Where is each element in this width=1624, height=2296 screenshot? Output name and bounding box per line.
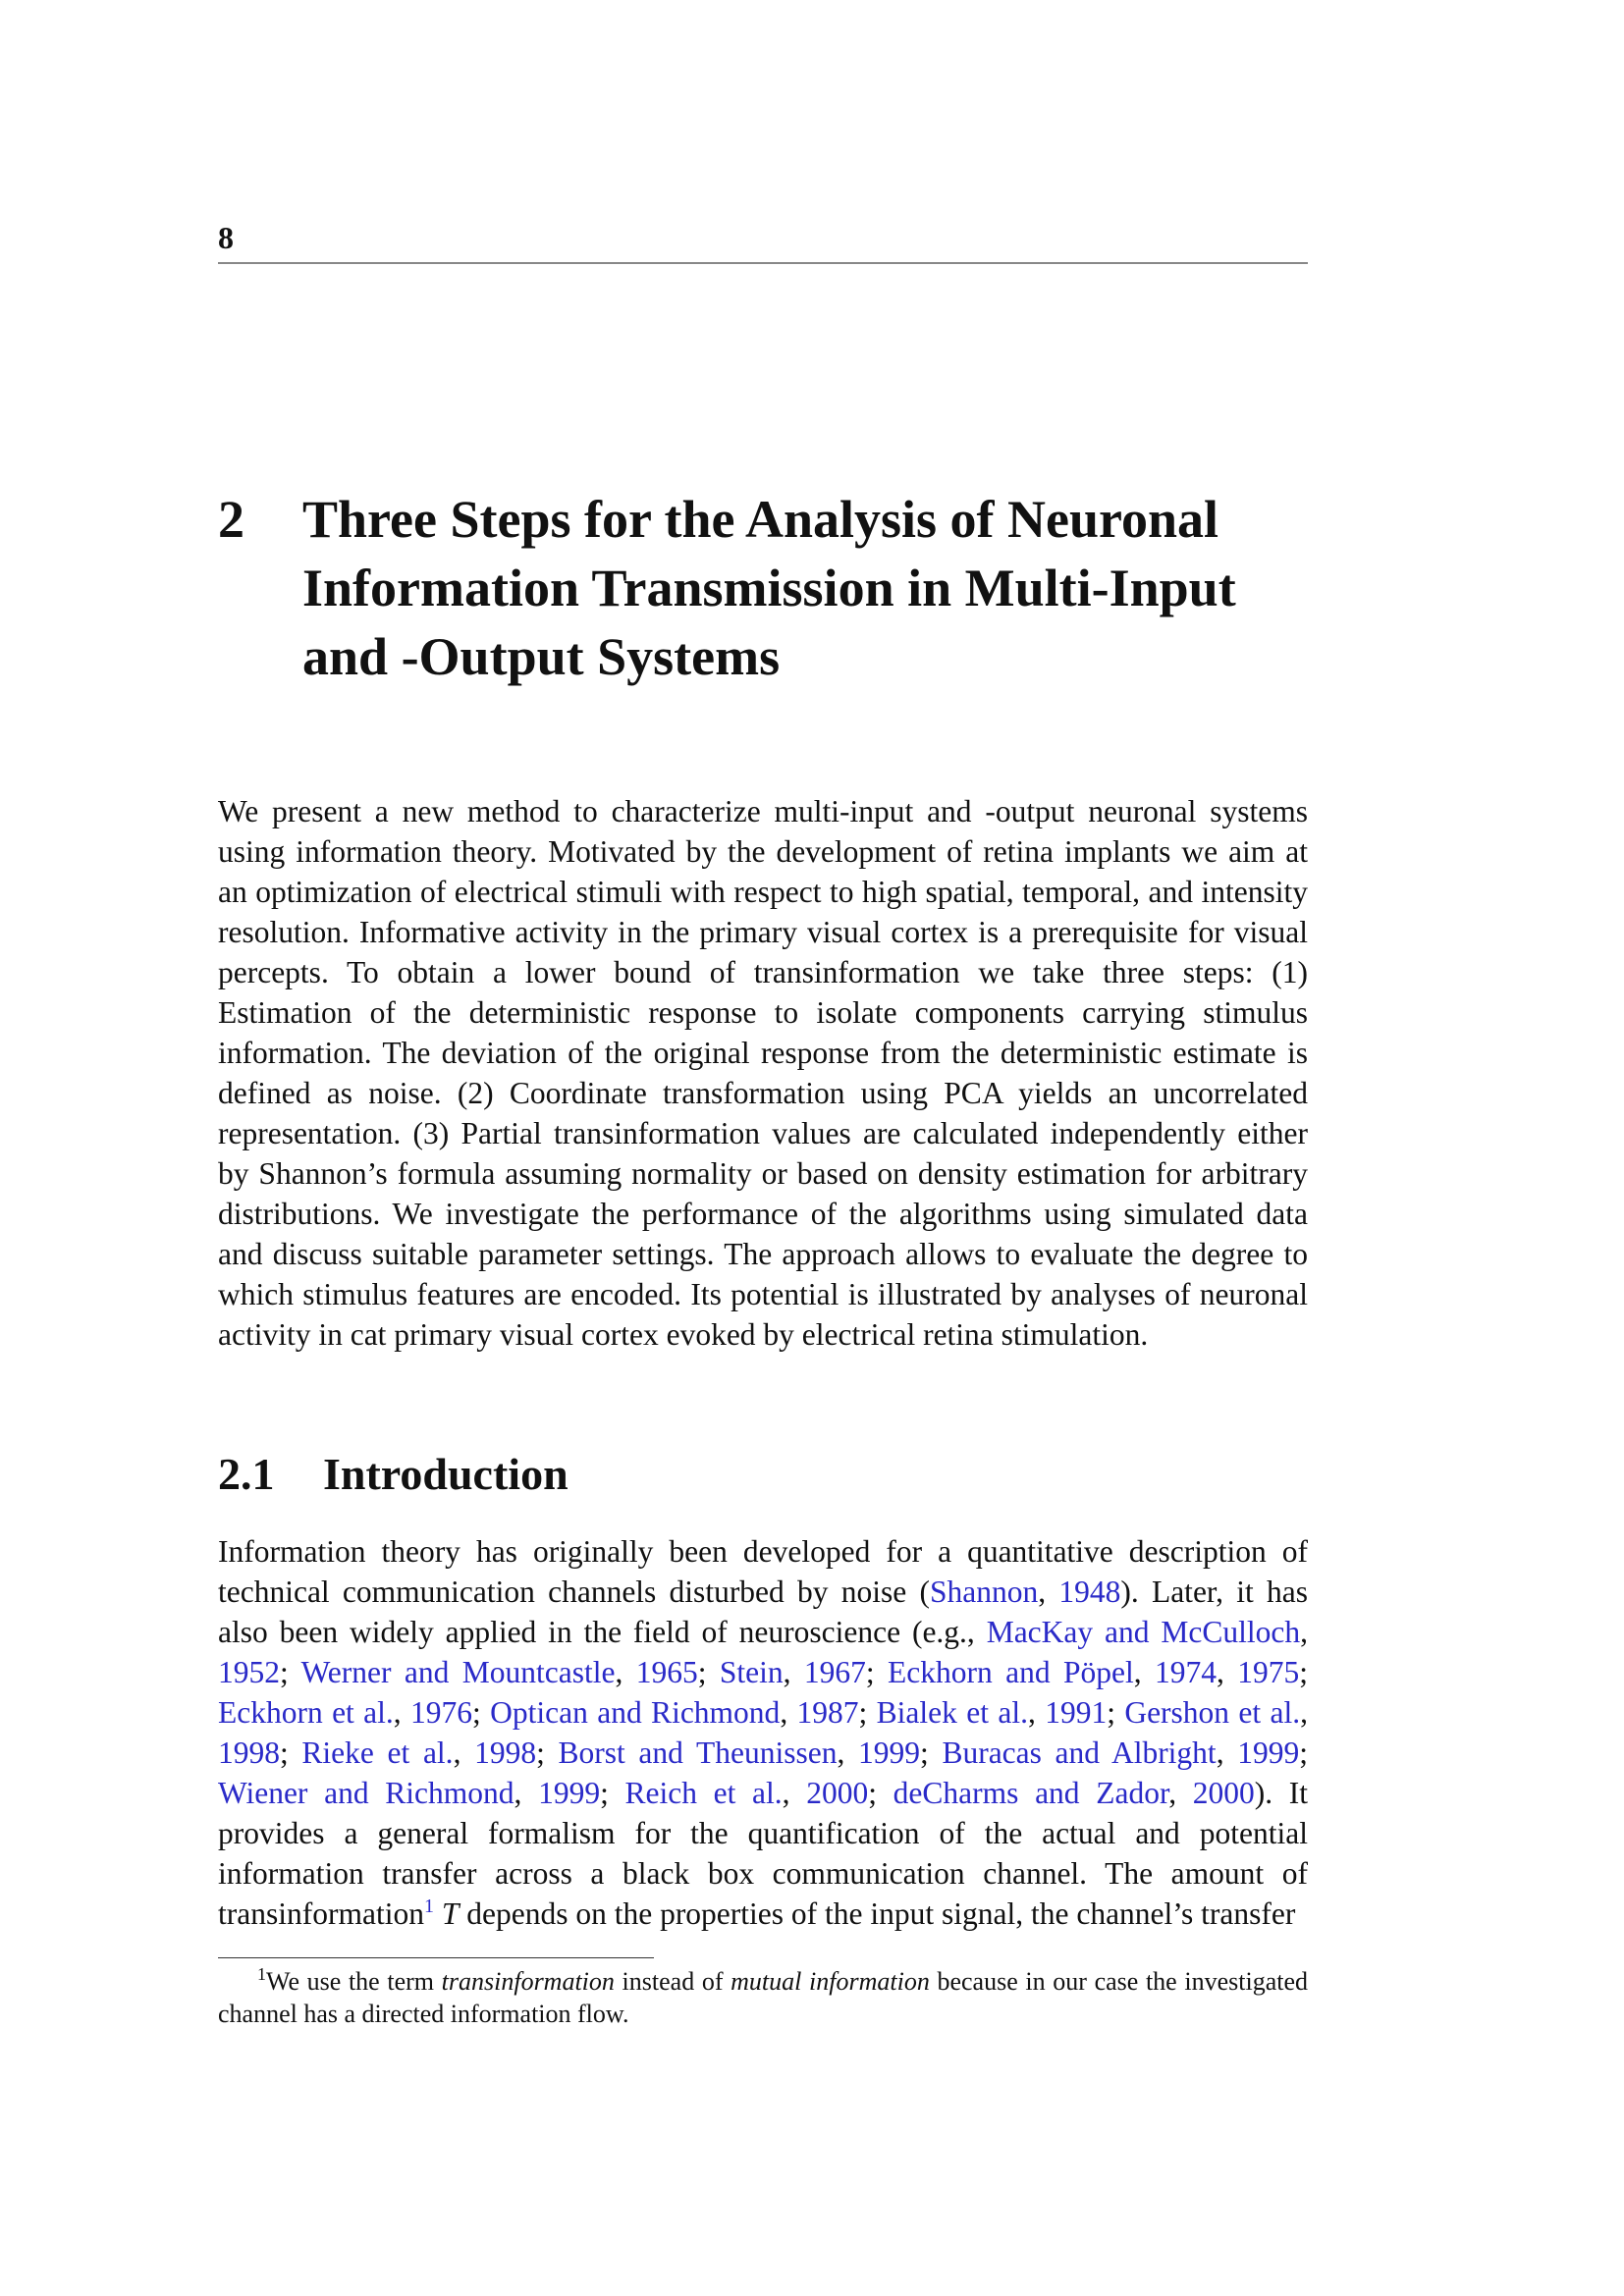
citation-link[interactable]: Optican and Richmond: [490, 1695, 781, 1730]
citation-year-link[interactable]: 2000: [1192, 1776, 1255, 1810]
section-title: Introduction: [323, 1449, 568, 1499]
intro-text: Information theory has originally been developed for a quantitative description of technical communication channels disturbed by noise (: [218, 1534, 1308, 1609]
section-heading: [218, 1447, 1308, 1502]
footnote-text: because in our case the investigated channel has a directed information flow.: [218, 1967, 1309, 2028]
citation-link[interactable]: Eckhorn and Pöpel: [888, 1655, 1134, 1689]
citation-year-link[interactable]: 1974: [1155, 1655, 1217, 1689]
citation-link[interactable]: Werner and Mountcastle: [300, 1655, 616, 1689]
footnote-mark-link[interactable]: 1: [423, 1896, 434, 1917]
citation-year-link[interactable]: 1976: [410, 1695, 473, 1730]
variable-T: T: [441, 1896, 460, 1931]
intro-text: ). It provides a general formalism for the quantification of the actual and potential information transfer across a black box communication channel. The amount of transinformation: [218, 1776, 1309, 1931]
footnote-rule: [218, 1957, 654, 1958]
section-number: 2.1: [218, 1449, 275, 1499]
running-header: [218, 218, 1308, 257]
intro-text: depends on the properties of the input signal, the channel’s transfer: [459, 1896, 1296, 1931]
citation-year-link[interactable]: 1999: [858, 1735, 921, 1770]
citation-year-link[interactable]: 1999: [1237, 1735, 1300, 1770]
header-rule: [218, 262, 1308, 264]
intro-text: ). Later, it has also been widely applied in the field of neuroscience (e.g.,: [218, 1575, 1308, 1649]
intro-paragraph: Information theory has originally been developed for a quantitative description of technical communication channels disturbed by noise (Shannon, 1948). Later, it has also been widely applied in the field of neuroscience (e.g., MacKay and McCulloch, 1952; Werner and Mountcastle, 1965; Stein, 1967; Eckhorn and Pöpel, 1974, 1975; Eckhorn et al., 1976; Optican and Richmond, 1987; Bialek et al., 1991; Gershon et al., 1998; Rieke et al., 1998; Borst and Theunissen, 1999; Buracas and Albright, 1999; Wiener and Richmond, 1999; Reich et al., 2000; deCharms and Zador, 2000). It provides a general formalism for the quantification of the actual and potential information transfer across a black box communication channel. The amount of transinformation$^1$ T depends on the properties of the input signal, the channel’s transfer: [218, 1534, 1309, 1931]
citation-link[interactable]: Eckhorn et al.: [218, 1695, 394, 1730]
citation-year-link[interactable]: 1952: [218, 1655, 280, 1689]
citation-link[interactable]: MacKay and McCulloch: [986, 1615, 1301, 1649]
citation-year-link[interactable]: 2000: [806, 1776, 869, 1810]
footnote-text: instead of: [614, 1967, 731, 1996]
citation-year-link[interactable]: 1967: [803, 1655, 866, 1689]
footnote-text: We use the term: [266, 1967, 442, 1996]
footnote-term: mutual information: [731, 1967, 930, 1996]
citation-link[interactable]: Buracas and Albright: [942, 1735, 1217, 1770]
citation-year-link[interactable]: 1998: [218, 1735, 280, 1770]
citation-link[interactable]: deCharms and Zador: [893, 1776, 1169, 1810]
citation-year-link[interactable]: 1987: [796, 1695, 859, 1730]
footnote-mark: 1: [257, 1964, 266, 1984]
chapter-number: 2: [218, 490, 244, 549]
chapter-title: Three Steps for the Analysis of Neuronal Information Transmission in Multi-Input and -Output Systems: [302, 490, 1236, 686]
citation-year-link[interactable]: 1991: [1045, 1695, 1108, 1730]
citation-link[interactable]: Wiener and Richmond: [218, 1776, 514, 1810]
abstract-paragraph: We present a new method to characterize multi-input and -output neuronal systems using information theory. Motivated by the development of retina implants we aim at an optimization of electrical stimuli with respect to high spatial, temporal, and intensity resolution. Informative activity in the primary visual cortex is a prerequisite for visual percepts. To obtain a lower bound of transinformation we take three steps: (1) Estimation of the deterministic response to isolate components carrying stimulus information. The deviation of the original response from the deterministic estimate is defined as noise. (2) Coordinate transformation using PCA yields an uncorrelated representation. (3) Partial transinformation values are calculated independently either by Shannon’s formula assuming normality or based on density estimation for arbitrary distributions. We investigate the performance of the algorithms using simulated data and discuss suitable parameter settings. The approach allows to evaluate the degree to which stimulus features are encoded. Its potential is illustrated by analyses of neuronal activity in cat primary visual cortex evoked by electrical retina stimulation.: [218, 794, 1308, 1352]
citation-link[interactable]: Rieke et al.: [301, 1735, 454, 1770]
citation-link[interactable]: Stein: [719, 1655, 784, 1689]
citation-year-link[interactable]: 1965: [635, 1655, 698, 1689]
citation-link[interactable]: Bialek et al.: [876, 1695, 1028, 1730]
citation-year-link[interactable]: 1999: [538, 1776, 601, 1810]
footnote-term: transinformation: [441, 1967, 615, 1996]
footnote: [218, 1965, 1308, 2030]
citation-link[interactable]: Borst and Theunissen: [558, 1735, 838, 1770]
citation-year-link[interactable]: 1975: [1237, 1655, 1300, 1689]
page-number: 8: [218, 220, 234, 255]
citation-year-link[interactable]: 1998: [474, 1735, 537, 1770]
citation-year-link[interactable]: 1948: [1058, 1575, 1121, 1609]
citation-link[interactable]: Reich et al.: [624, 1776, 783, 1810]
citation-link[interactable]: Gershon et al.: [1124, 1695, 1301, 1730]
citation-link[interactable]: Shannon: [929, 1575, 1039, 1609]
